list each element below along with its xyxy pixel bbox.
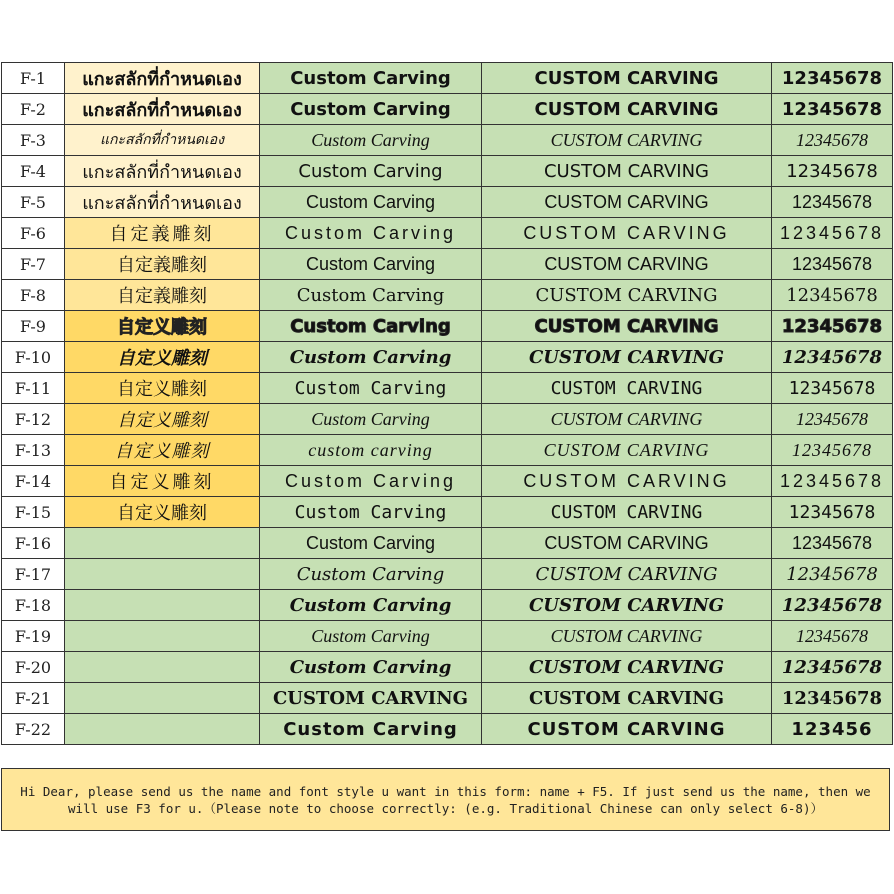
language-sample-cell: 自定義雕刻: [65, 218, 260, 249]
language-sample-cell: [65, 590, 260, 621]
uppercase-sample-cell: CUSTOM CARVING: [482, 63, 772, 94]
language-sample-cell: 自定义雕刻: [65, 435, 260, 466]
language-sample-cell: แกะสลักที่กำหนดเอง: [65, 187, 260, 218]
mixed-case-sample-cell: Custom Carving: [260, 590, 482, 621]
font-code-cell: F-12: [2, 404, 65, 435]
uppercase-sample-cell: CUSTOM CARVING: [482, 683, 772, 714]
language-sample-cell: 自定義雕刻: [65, 249, 260, 280]
language-sample-cell: 自定义雕刻: [65, 466, 260, 497]
font-code-cell: F-7: [2, 249, 65, 280]
language-sample-cell: 自定义雕刻: [65, 342, 260, 373]
font-row: [2, 249, 893, 280]
number-sample-cell: 12345678: [772, 125, 893, 156]
font-row: [2, 590, 893, 621]
mixed-case-sample-cell: Custom Carving: [260, 94, 482, 125]
uppercase-sample-cell: CUSTOM CARVING: [482, 311, 772, 342]
mixed-case-sample-cell: Custom Carving: [260, 559, 482, 590]
font-row: [2, 683, 893, 714]
uppercase-sample-cell: CUSTOM CARVING: [482, 94, 772, 125]
font-code-cell: F-13: [2, 435, 65, 466]
mixed-case-sample-cell: CUSTOM CARVING: [260, 683, 482, 714]
font-code-cell: F-5: [2, 187, 65, 218]
language-sample-cell: [65, 621, 260, 652]
mixed-case-sample-cell: Custom Carving: [260, 249, 482, 280]
language-sample-cell: แกะสลักที่กำหนดเอง: [65, 94, 260, 125]
language-sample-cell: [65, 683, 260, 714]
number-sample-cell: 12345678: [772, 280, 893, 311]
number-sample-cell: 12345678: [772, 528, 893, 559]
number-sample-cell: 12345678: [772, 249, 893, 280]
font-code-cell: F-22: [2, 714, 65, 745]
mixed-case-sample-cell: Custom Carving: [260, 311, 482, 342]
uppercase-sample-cell: CUSTOM CARVING: [482, 404, 772, 435]
uppercase-sample-cell: CUSTOM CARVING: [482, 156, 772, 187]
font-row: [2, 373, 893, 404]
mixed-case-sample-cell: Custom Carving: [260, 63, 482, 94]
mixed-case-sample-cell: Custom Carving: [260, 125, 482, 156]
instruction-note: Hi Dear, please send us the name and font style u want in this form: name + F5. If just send us the name, then we will use F3 for u.（Please note to choose correctly: (e.g. Traditional Chinese can only select 6-8)）: [1, 768, 890, 831]
font-code-cell: F-6: [2, 218, 65, 249]
font-code-cell: F-2: [2, 94, 65, 125]
language-sample-cell: 自定义雕刻: [65, 373, 260, 404]
number-sample-cell: 12345678: [772, 342, 893, 373]
language-sample-cell: 自定义雕刻: [65, 497, 260, 528]
number-sample-cell: 12345678: [772, 683, 893, 714]
number-sample-cell: 12345678: [772, 404, 893, 435]
font-row: [2, 125, 893, 156]
font-code-cell: F-16: [2, 528, 65, 559]
font-row: [2, 621, 893, 652]
font-code-cell: F-18: [2, 590, 65, 621]
font-row: [2, 218, 893, 249]
number-sample-cell: 123456: [772, 714, 893, 745]
mixed-case-sample-cell: Custom Carving: [260, 466, 482, 497]
mixed-case-sample-cell: custom carving: [260, 435, 482, 466]
font-code-cell: F-20: [2, 652, 65, 683]
number-sample-cell: 12345678: [772, 497, 893, 528]
number-sample-cell: 12345678: [772, 311, 893, 342]
uppercase-sample-cell: CUSTOM CARVING: [482, 528, 772, 559]
number-sample-cell: 12345678: [772, 435, 893, 466]
language-sample-cell: [65, 652, 260, 683]
uppercase-sample-cell: CUSTOM CARVING: [482, 125, 772, 156]
font-row: [2, 156, 893, 187]
font-code-cell: F-15: [2, 497, 65, 528]
language-sample-cell: [65, 528, 260, 559]
font-code-cell: F-8: [2, 280, 65, 311]
mixed-case-sample-cell: Custom Carving: [260, 218, 482, 249]
uppercase-sample-cell: CUSTOM CARVING: [482, 466, 772, 497]
font-code-cell: F-10: [2, 342, 65, 373]
number-sample-cell: 12345678: [772, 373, 893, 404]
mixed-case-sample-cell: Custom Carving: [260, 187, 482, 218]
number-sample-cell: 12345678: [772, 94, 893, 125]
uppercase-sample-cell: CUSTOM CARVING: [482, 342, 772, 373]
font-row: [2, 342, 893, 373]
uppercase-sample-cell: CUSTOM CARVING: [482, 280, 772, 311]
font-row: [2, 466, 893, 497]
language-sample-cell: 自定义雕刻: [65, 311, 260, 342]
uppercase-sample-cell: CUSTOM CARVING: [482, 435, 772, 466]
font-row: [2, 311, 893, 342]
uppercase-sample-cell: CUSTOM CARVING: [482, 373, 772, 404]
font-code-cell: F-3: [2, 125, 65, 156]
font-row: [2, 63, 893, 94]
uppercase-sample-cell: CUSTOM CARVING: [482, 218, 772, 249]
uppercase-sample-cell: CUSTOM CARVING: [482, 621, 772, 652]
mixed-case-sample-cell: Custom Carving: [260, 714, 482, 745]
uppercase-sample-cell: CUSTOM CARVING: [482, 714, 772, 745]
font-row: [2, 652, 893, 683]
number-sample-cell: 12345678: [772, 621, 893, 652]
language-sample-cell: 自定义雕刻: [65, 404, 260, 435]
mixed-case-sample-cell: Custom Carving: [260, 652, 482, 683]
language-sample-cell: [65, 714, 260, 745]
uppercase-sample-cell: CUSTOM CARVING: [482, 590, 772, 621]
font-row: [2, 497, 893, 528]
number-sample-cell: 12345678: [772, 156, 893, 187]
font-code-cell: F-19: [2, 621, 65, 652]
mixed-case-sample-cell: Custom Carving: [260, 528, 482, 559]
uppercase-sample-cell: CUSTOM CARVING: [482, 249, 772, 280]
language-sample-cell: แกะสลักที่กำหนดเอง: [65, 156, 260, 187]
number-sample-cell: 12345678: [772, 466, 893, 497]
font-code-cell: F-11: [2, 373, 65, 404]
mixed-case-sample-cell: Custom Carving: [260, 373, 482, 404]
font-style-rows: [2, 63, 893, 745]
number-sample-cell: 12345678: [772, 652, 893, 683]
font-code-cell: F-4: [2, 156, 65, 187]
mixed-case-sample-cell: Custom Carving: [260, 404, 482, 435]
font-code-cell: F-21: [2, 683, 65, 714]
mixed-case-sample-cell: Custom Carving: [260, 342, 482, 373]
uppercase-sample-cell: CUSTOM CARVING: [482, 559, 772, 590]
font-code-cell: F-17: [2, 559, 65, 590]
font-code-cell: F-9: [2, 311, 65, 342]
font-row: [2, 714, 893, 745]
language-sample-cell: แกะสลักที่กำหนดเอง: [65, 63, 260, 94]
mixed-case-sample-cell: Custom Carving: [260, 621, 482, 652]
uppercase-sample-cell: CUSTOM CARVING: [482, 497, 772, 528]
number-sample-cell: 12345678: [772, 559, 893, 590]
font-row: [2, 280, 893, 311]
uppercase-sample-cell: CUSTOM CARVING: [482, 187, 772, 218]
font-row: [2, 94, 893, 125]
font-style-table: [1, 62, 893, 745]
font-code-cell: F-14: [2, 466, 65, 497]
font-row: [2, 435, 893, 466]
mixed-case-sample-cell: Custom Carving: [260, 497, 482, 528]
mixed-case-sample-cell: Custom Carving: [260, 156, 482, 187]
number-sample-cell: 12345678: [772, 63, 893, 94]
language-sample-cell: 自定義雕刻: [65, 280, 260, 311]
font-row: [2, 187, 893, 218]
number-sample-cell: 12345678: [772, 187, 893, 218]
mixed-case-sample-cell: Custom Carving: [260, 280, 482, 311]
language-sample-cell: [65, 559, 260, 590]
uppercase-sample-cell: CUSTOM CARVING: [482, 652, 772, 683]
font-row: [2, 404, 893, 435]
font-code-cell: F-1: [2, 63, 65, 94]
font-row: [2, 559, 893, 590]
font-row: [2, 528, 893, 559]
language-sample-cell: แกะสลักที่กำหนดเอง: [65, 125, 260, 156]
number-sample-cell: 12345678: [772, 590, 893, 621]
number-sample-cell: 12345678: [772, 218, 893, 249]
